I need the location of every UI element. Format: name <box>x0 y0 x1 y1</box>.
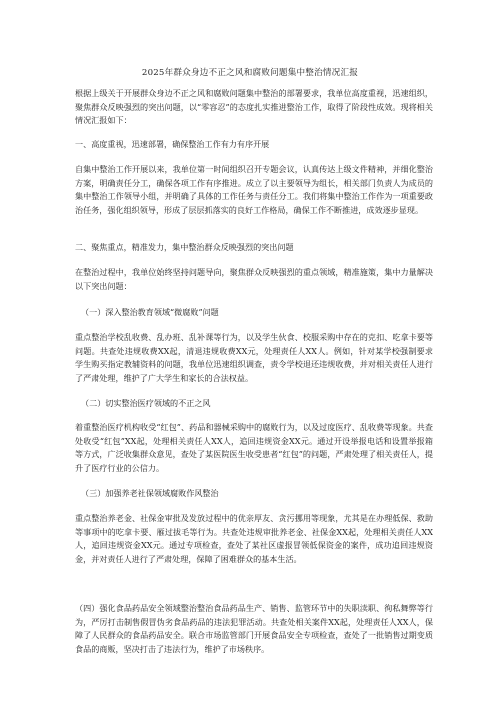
subsection3-paragraph: 重点整治养老金、社保金审批及发放过程中的优亲厚友、贪污挪用等现象，尤其是在办理低保、救助等事项中的吃拿卡要、雁过拔毛等行为。共查处违规审批养老金、社保金XX起，处理相关责任人XX人，追回违规资金XX元。通过专项检查，查处了某社区虚报冒领低保资金的案件，成功追回违规资金，并对责任人进行了严肃处理，保障了困难群众的基本生活。 <box>75 513 433 564</box>
subsection3-heading: （三）加强养老社保领域腐败作风整治 <box>81 488 219 498</box>
section2-intro: 在整治过程中，我单位始终坚持问题导向，聚焦群众反映强烈的重点领域，精准施策，集中力量解决以下突出问题： <box>75 267 433 291</box>
document-title: 2025年群众身边不正之风和腐败问题集中整治情况汇报 <box>141 68 359 78</box>
section1-paragraph: 自集中整治工作开展以来，我单位第一时间组织召开专题会议，认真传达上级文件精神，并细化整治方案，明确责任分工，确保各项工作有序推进。成立了以主要领导为组长，相关部门负责人为成员的集中整治工作领导小组，并明确了具体的工作任务与责任分工。我们将集中整治工作作为一项重要政治任务，强化组织领导，形成了层层抓落实的良好工作格局，确保工作不断推进，成效逐步显现。 <box>75 164 433 215</box>
section2-heading: 二、聚焦重点，精准发力，集中整治群众反映强烈的突出问题 <box>75 242 294 252</box>
subsection1-heading: （一）深入整治教育领域“微腐败”问题 <box>81 307 219 317</box>
subsection2-paragraph: 着重整治医疗机构收受“红包”、药品和器械采购中的腐败行为，以及过度医疗、乱收费等现象。共查处收受“红包”XX起，处理相关责任人XX人，追回违规资金XX元。通过开设举报电话和设置举报箱等方式，广泛收集群众意见，查处了某医院医生收受患者“红包”的问题，严肃处理了相关责任人，提升了医疗行业的公信力。 <box>75 422 433 473</box>
subsection1-paragraph: 重点整治学校乱收费、乱办班、乱补课等行为，以及学生伙食、校服采购中存在的克扣、吃拿卡要等问题。共查处违规收费XX起，清退违规收费XX元，处理责任人XX人。例如，针对某学校强制要求学生购买指定教辅资料的问题，我单位迅速组织调查，责令学校退还违规收费，并对相关责任人进行了严肃处理，维护了广大学生和家长的合法权益。 <box>75 332 433 383</box>
section1-heading: 一、高度重视，迅速部署，确保整治工作有力有序开展 <box>75 139 270 149</box>
intro-paragraph: 根据上级关于开展群众身边不正之风和腐败问题集中整治的部署要求，我单位高度重视，迅速组织，聚焦群众反映强烈的突出问题，以“零容忍”的态度扎实推进整治工作，取得了阶段性成效。现将相关情况汇报如下： <box>75 88 433 125</box>
subsection4-paragraph: （四）强化食品药品安全领域整治整治食品药品生产、销售、监管环节中的失职渎职、徇私舞弊等行为，严厉打击制售假冒伪劣食品药品的违法犯罪活动。共查处相关案件XX起，处理责任人XX人，保障了人民群众的食品药品安全。联合市场监管部门开展食品安全专项检查，查处了一批销售过期变质食品的商贩，坚决打击了违法行为，维护了市场秩序。 <box>75 603 433 654</box>
subsection2-heading: （二）切实整治医疗领域的不正之风 <box>81 398 211 408</box>
